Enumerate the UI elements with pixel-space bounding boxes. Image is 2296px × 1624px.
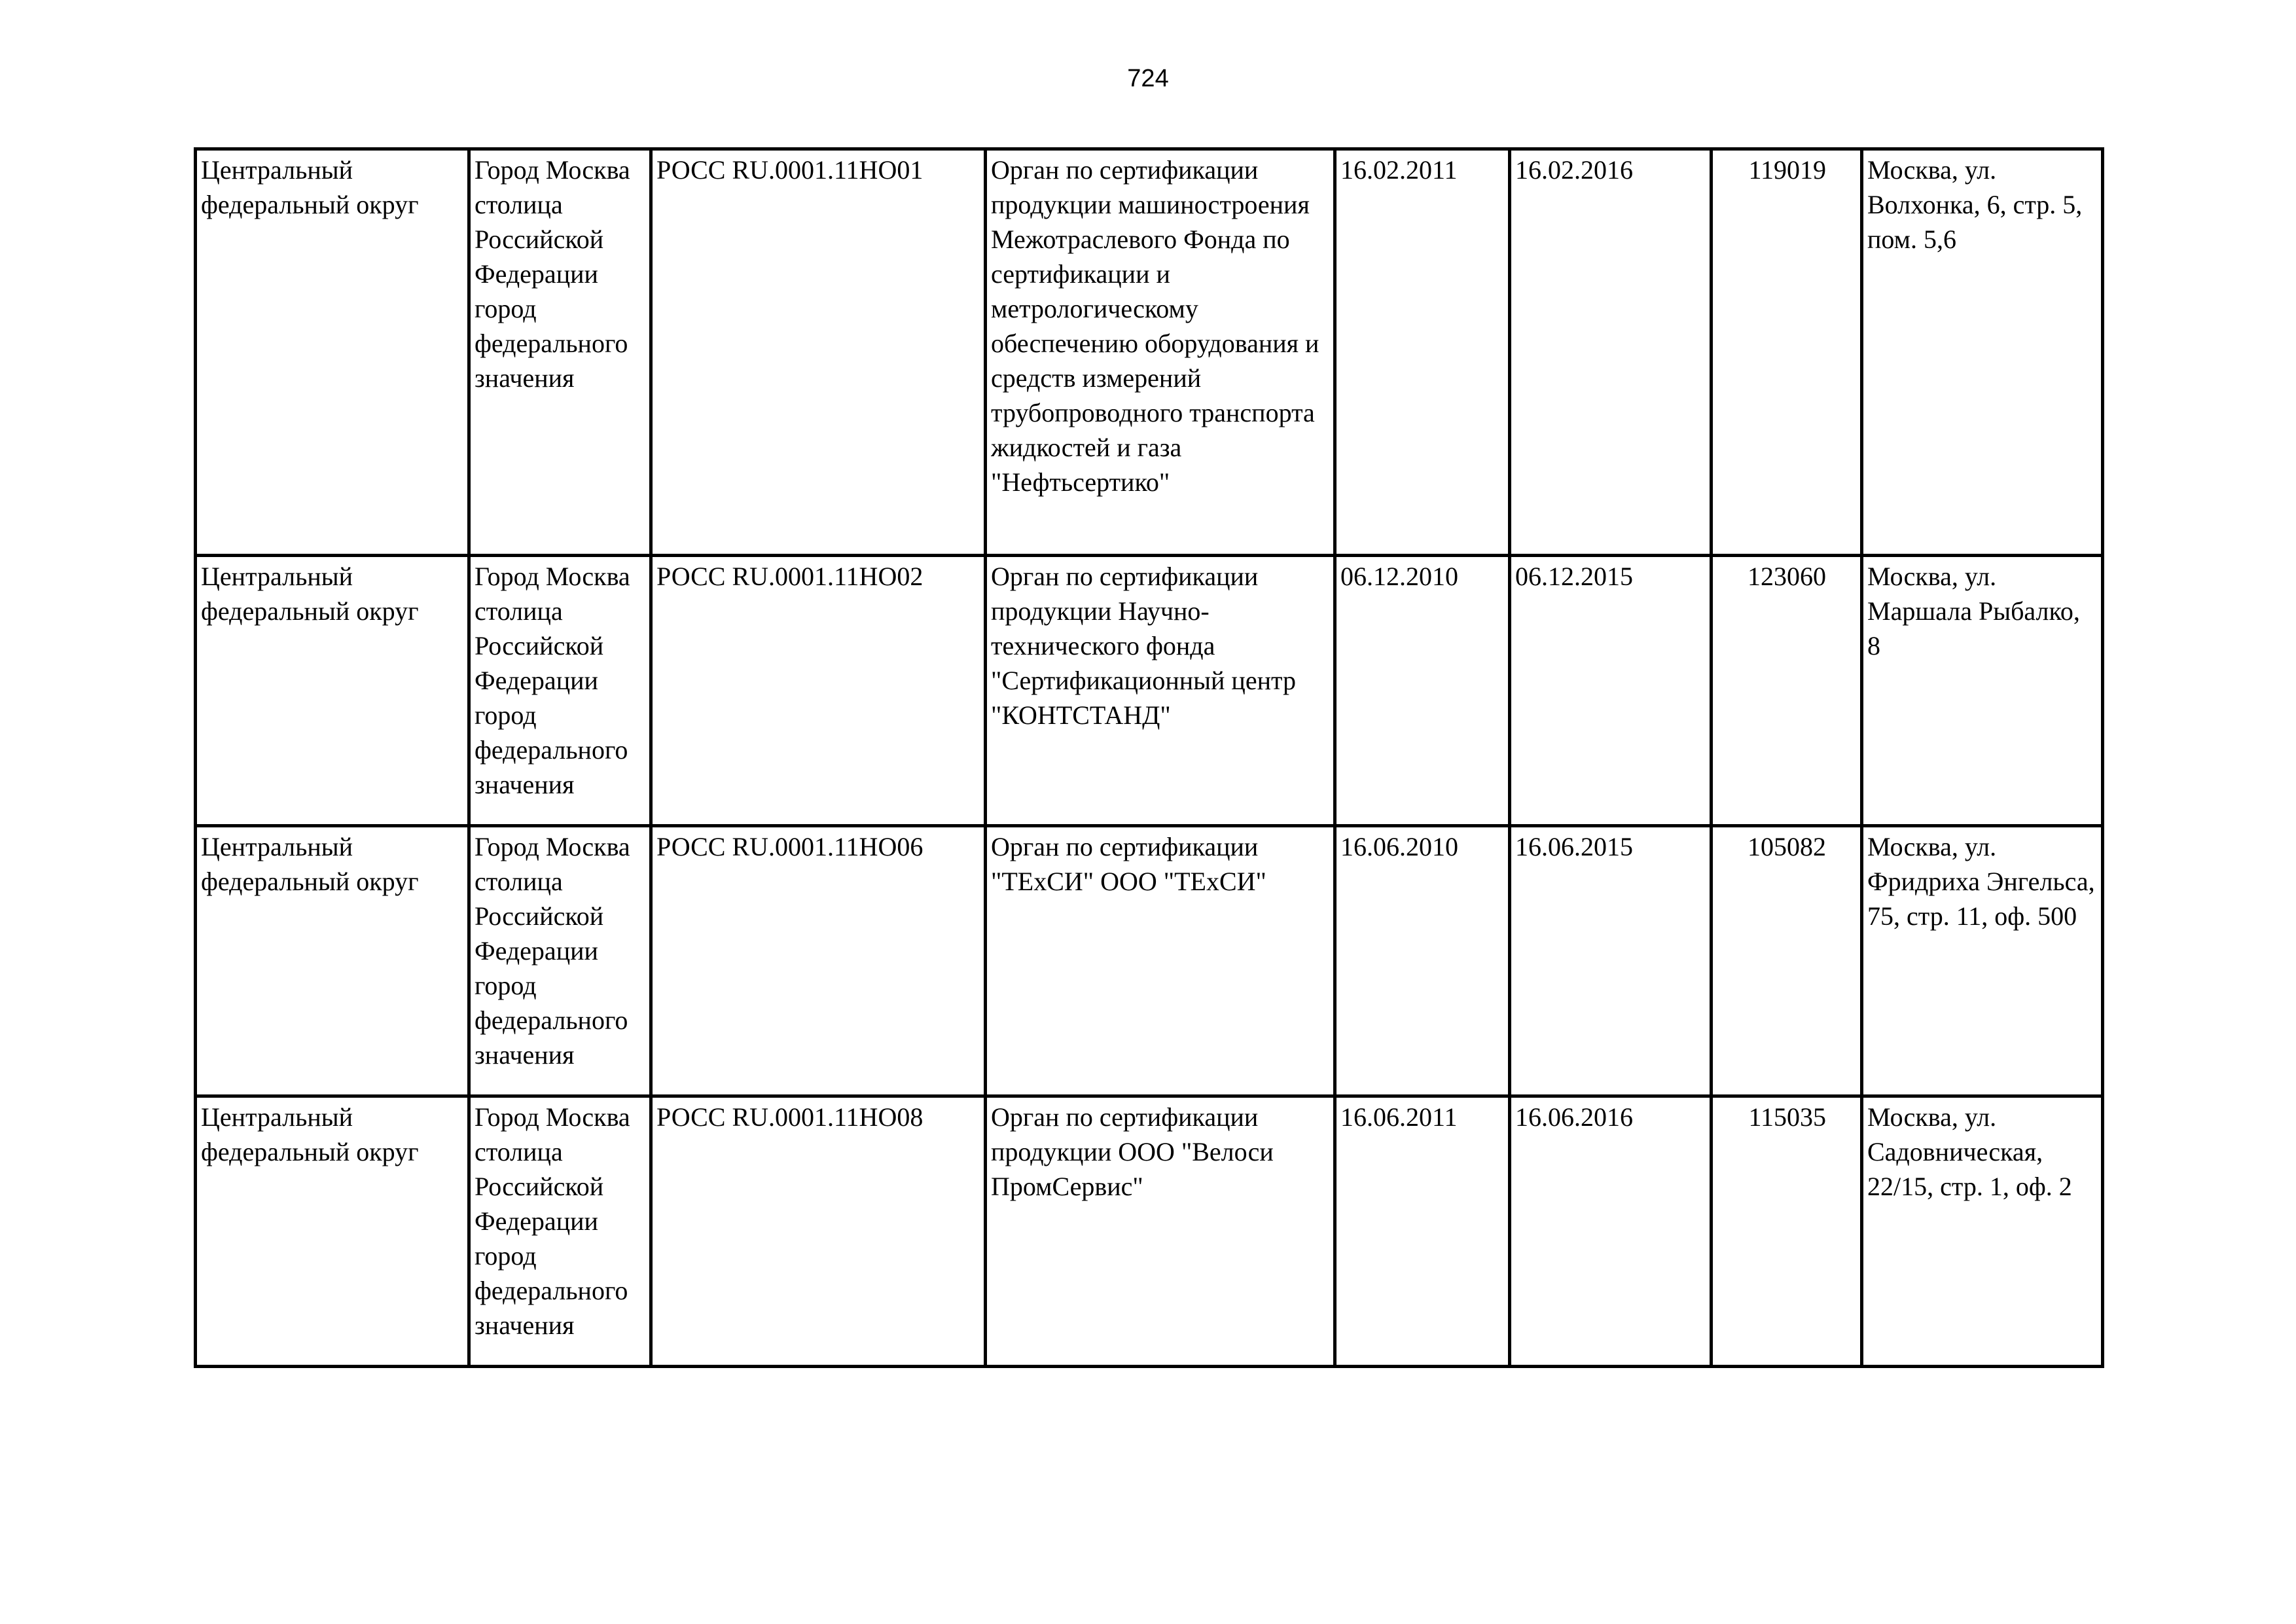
certification-bodies-table (194, 147, 2104, 1368)
address-cell: Москва, ул. Маршала Рыбалко, 8 (1862, 556, 2103, 826)
address-cell: Москва, ул. Фридриха Энгельса, 75, стр. 11, оф. 500 (1862, 826, 2103, 1096)
table-row (196, 149, 2103, 556)
organization-name-cell: Орган по сертификации "ТЕхСИ" ООО "ТЕхСИ" (986, 826, 1335, 1096)
district-cell: Центральный федеральный округ (196, 826, 469, 1096)
date-to-cell: 16.06.2015 (1510, 826, 1712, 1096)
date-from-cell: 06.12.2010 (1335, 556, 1510, 826)
registration-number-cell: РОСС RU.0001.11НО08 (651, 1096, 986, 1367)
postcode-cell: 123060 (1712, 556, 1862, 826)
region-cell: Город Москва столица Российской Федерации город федерального значения (469, 556, 651, 826)
table-row (196, 556, 2103, 826)
date-from-cell: 16.06.2010 (1335, 826, 1510, 1096)
address-cell: Москва, ул. Садовническая, 22/15, стр. 1, оф. 2 (1862, 1096, 2103, 1367)
table-row (196, 826, 2103, 1096)
registration-number-cell: РОСС RU.0001.11НО06 (651, 826, 986, 1096)
organization-name-cell: Орган по сертификации продукции Научно-технического фонда "Сертификационный центр "КОНТСТАНД" (986, 556, 1335, 826)
postcode-cell: 105082 (1712, 826, 1862, 1096)
date-to-cell: 16.06.2016 (1510, 1096, 1712, 1367)
postcode-cell: 119019 (1712, 149, 1862, 556)
organization-name-cell: Орган по сертификации продукции ООО "Велоси ПромСервис" (986, 1096, 1335, 1367)
district-cell: Центральный федеральный округ (196, 556, 469, 826)
district-cell: Центральный федеральный округ (196, 149, 469, 556)
date-from-cell: 16.02.2011 (1335, 149, 1510, 556)
registration-number-cell: РОСС RU.0001.11НО02 (651, 556, 986, 826)
district-cell: Центральный федеральный округ (196, 1096, 469, 1367)
region-cell: Город Москва столица Российской Федерации город федерального значения (469, 149, 651, 556)
address-cell: Москва, ул. Волхонка, 6, стр. 5, пом. 5,6 (1862, 149, 2103, 556)
organization-name-cell: Орган по сертификации продукции машиностроения Межотраслевого Фонда по сертификации и метрологическому обеспечению оборудования и средств измерений трубопроводного транспорта жидкостей и газа "Нефтьсертико" (986, 149, 1335, 556)
registration-number-cell: РОСС RU.0001.11НО01 (651, 149, 986, 556)
date-from-cell: 16.06.2011 (1335, 1096, 1510, 1367)
table-row (196, 1096, 2103, 1367)
page-number: 724 (1127, 65, 1169, 92)
postcode-cell: 115035 (1712, 1096, 1862, 1367)
region-cell: Город Москва столица Российской Федерации город федерального значения (469, 1096, 651, 1367)
date-to-cell: 06.12.2015 (1510, 556, 1712, 826)
region-cell: Город Москва столица Российской Федерации город федерального значения (469, 826, 651, 1096)
date-to-cell: 16.02.2016 (1510, 149, 1712, 556)
